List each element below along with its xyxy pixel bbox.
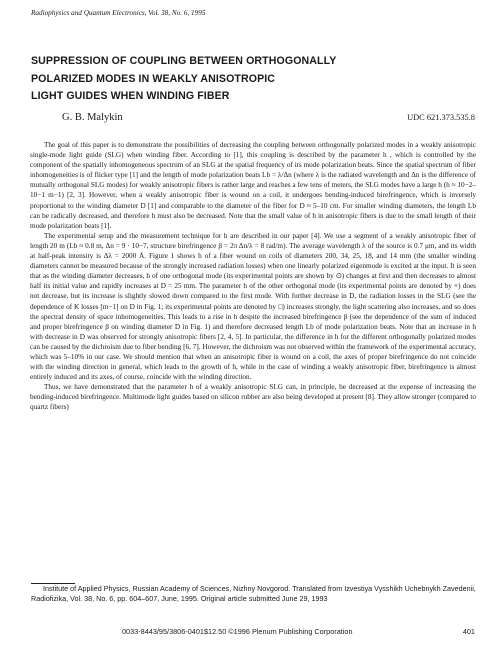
page-number: 401 [462,627,475,636]
title-line-3: LIGHT GUIDES WHEN WINDING FIBER [31,90,230,102]
paragraph-3: Thus, we have demonstrated that the parameter h of a weakly anisotropic SLG can, in principle, be decreased at the expense of increasing the bending-induced birefringence. Multimode light guides based on silicon rubber are also being developed at present [8]. They allow stronger (compared to quartz fibers) [30,383,477,412]
paragraph-1: The goal of this paper is to demonstrate the possibilities of decreasing the coupling between orthogonally polarized modes in a weakly anisotropic single-mode light guide (SLG) when winding fiber. According to [1], this coupling is described by the parameter h , which is controlled by the component of the spatially inhomogeneous spectrum of an SLG at the spatial frequency of its mode polarization beats. Since the spatial spectrum of fiber inhomogeneities is of flicker type [1] and the length of mode polarization beats Lb = λ/Δn (where λ is the radiated wavelength and Δn is the difference of mutually orthogonal SLG modes) for weakly anisotropic fibers is rather large and reaches a few tens of meters, the SLG modes have a large h (h ≈ 10−2–10−1 m−1) [2, 3]. However, when a weakly anisotropic fiber is wound on a coil, it undergoes bending-induced birefringence, which is inversely proportional to the winding diameter D [1] and comparable to the diameter of the fiber for D ≈ 5–10 cm. For smaller winding diameters, the length Lb can be radically decreased, and therefore h must also be decreased. Note that the small value of h in anisotropic fibers is due to the small length of their mode polarization beats [1]. [30,141,476,230]
title-line-1: SUPPRESSION OF COUPLING BETWEEN ORTHOGONALLY [31,55,337,67]
paragraph-2: The experimental setup and the measurement technique for h are described in our paper [4]. We use a segment of a weakly anisotropic fiber of length 20 m (Lb ≈ 0.8 m, Δn = 9 · 10−7, structure birefringence β = 2π Δn/λ = 8 rad/m). The average wavelength λ of the source is 0.7 μm, and its width at half-peak intensity is Δλ = 2000 Å. Figure 1 shows h of a fiber wound on coils of diameters 200, 34, 25, 18, and 14 mm (the smaller winding diameters cannot be measured because of the strongly increased radiation losses) when one linearly polarized eigenmode is excited at the input. It is seen that as the winding diameter decreases, h of one orthogonal mode (its experimental points are shown by ⊙) changes at first and then decreases to almost half its initial value and rapidly increases at D = 25 mm. The parameter h of the other orthogonal mode (its experimental points are denoted by ×) does not decrease, but its increase is slightly slowed down compared to the first mode. With further decrease in D, the radiation losses in the SLG (see the dependence of K losses [m−1] on D in Fig. 1; its experimental points are denoted by □) increases strongly, the light scattering also increases, and so does the spectral density of space inhomogeneities. This leads to a rise in h despite the increased birefringence β (see the dependence of the sum of induced and proper birefringence β on winding diameter D in Fig. 1) and therefore decreased length Lb of mode polarization beats. Note that an increase in h with decrease in D was observed for strongly anisotropic fibers [2, 4, 5]. In particular, the difference in h for the different orthogonally polarized modes can be caused by the dichroism due to fiber bending [6, 7]. However, the dichroism was not observed within the framework of the experimental accuracy, which was 5–10% in our case. We should mention that when an anisotropic fiber is wound on a coil, the axes of proper birefringence do not coincide with the winding direction in general, which leads to the growth of h, while in the case of winding a weakly anisotropic fiber, birefringence is almost entirely induced and its axes, of course, coincide with the winding direction. [30,231,476,382]
copyright-line: 0033-8443/95/3806-0401$12.50 ©1996 Plenum Publishing Corporation [122,627,353,636]
article-title [31,53,471,106]
footnote-text: Institute of Applied Physics, Russian Academy of Sciences, Nizhny Novgorod. Translated from Izvestiya Vysshikh Uchebnykh Zavedenii, Radiofizika, Vol. 38, No. 6, pp. 604–607, June, 1995. Original article submitted June 29, 1993 [31,584,476,603]
footnote [31,584,477,603]
author-name: G. B. Malykin [62,112,123,123]
udc-code: UDC 621.373.535.8 [407,113,475,122]
title-line-2: POLARIZED MODES IN WEAKLY ANISOTROPIC [31,72,276,85]
journal-header: Radiophysics and Quantum Electronics, Vol. 38, No. 6, 1995 [31,9,206,17]
article-body [30,140,476,413]
